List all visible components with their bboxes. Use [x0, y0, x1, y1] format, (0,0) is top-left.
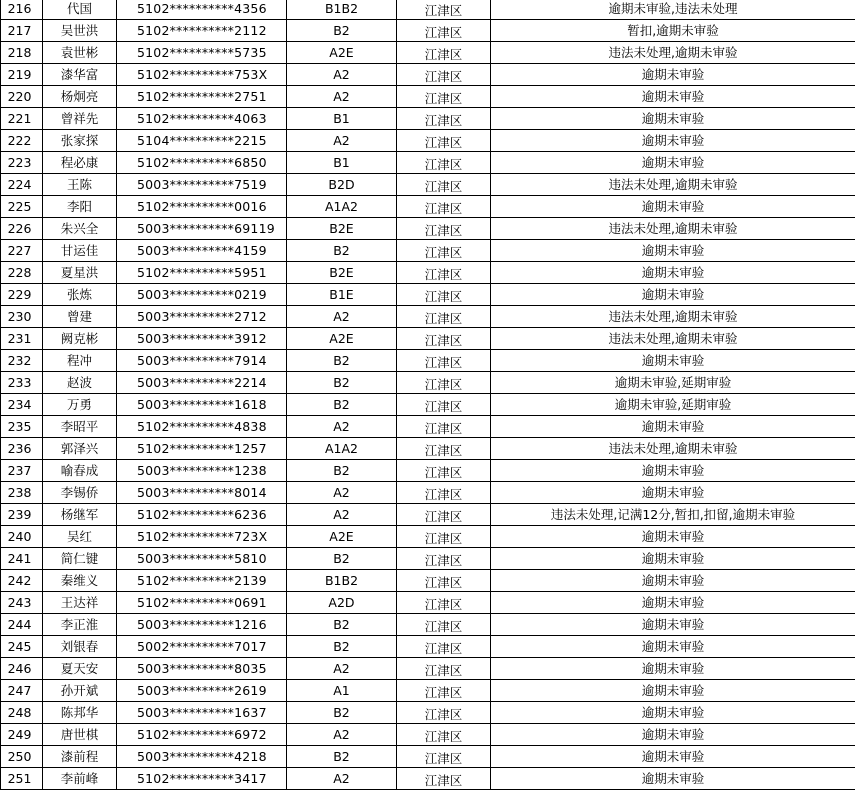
row-number-cell: 216 — [1, 0, 43, 20]
id-number-cell: 5102**********3417 — [117, 768, 287, 790]
id-number-cell: 5102**********753X — [117, 64, 287, 86]
row-number-cell: 228 — [1, 262, 43, 284]
license-class-cell: A2E — [287, 526, 397, 548]
license-status-cell: 逾期未审验 — [491, 130, 855, 152]
driver-name-cell: 漆华富 — [43, 64, 117, 86]
license-status-cell: 逾期未审验 — [491, 196, 855, 218]
driver-name-cell: 甘运佳 — [43, 240, 117, 262]
driver-name-cell: 朱兴全 — [43, 218, 117, 240]
district-cell: 江津区 — [397, 548, 491, 570]
district-cell: 江津区 — [397, 702, 491, 724]
driver-name-cell: 李前峰 — [43, 768, 117, 790]
license-class-cell: B2 — [287, 460, 397, 482]
license-class-cell: A1 — [287, 680, 397, 702]
row-number-cell: 222 — [1, 130, 43, 152]
id-number-cell: 5003**********1216 — [117, 614, 287, 636]
license-status-cell: 违法未处理,逾期未审验 — [491, 218, 855, 240]
license-class-cell: B2 — [287, 702, 397, 724]
row-number-cell: 224 — [1, 174, 43, 196]
id-number-cell: 5102**********2139 — [117, 570, 287, 592]
id-number-cell: 5102**********6850 — [117, 152, 287, 174]
driver-name-cell: 唐世棋 — [43, 724, 117, 746]
license-class-cell: A2 — [287, 724, 397, 746]
license-class-cell: B2 — [287, 20, 397, 42]
row-number-cell: 232 — [1, 350, 43, 372]
license-class-cell: B2 — [287, 394, 397, 416]
row-number-cell: 234 — [1, 394, 43, 416]
row-number-cell: 240 — [1, 526, 43, 548]
id-number-cell: 5003**********7914 — [117, 350, 287, 372]
driver-name-cell: 李昭平 — [43, 416, 117, 438]
license-status-cell: 逾期未审验 — [491, 658, 855, 680]
table-row — [1, 526, 855, 548]
district-cell: 江津区 — [397, 306, 491, 328]
driver-name-cell: 喻春成 — [43, 460, 117, 482]
table-row — [1, 350, 855, 372]
id-number-cell: 5003**********7519 — [117, 174, 287, 196]
row-number-cell: 237 — [1, 460, 43, 482]
driver-name-cell: 夏星洪 — [43, 262, 117, 284]
license-status-cell: 逾期未审验 — [491, 548, 855, 570]
license-class-cell: A2 — [287, 130, 397, 152]
license-class-cell: B2D — [287, 174, 397, 196]
row-number-cell: 220 — [1, 86, 43, 108]
driver-name-cell: 杨继军 — [43, 504, 117, 526]
row-number-cell: 219 — [1, 64, 43, 86]
district-cell: 江津区 — [397, 152, 491, 174]
district-cell: 江津区 — [397, 196, 491, 218]
table-row — [1, 636, 855, 658]
license-status-cell: 违法未处理,逾期未审验 — [491, 328, 855, 350]
license-class-cell: B2 — [287, 372, 397, 394]
license-status-cell: 逾期未审验 — [491, 526, 855, 548]
row-number-cell: 241 — [1, 548, 43, 570]
table-row — [1, 130, 855, 152]
row-number-cell: 230 — [1, 306, 43, 328]
table-row — [1, 438, 855, 460]
license-status-cell: 逾期未审验 — [491, 284, 855, 306]
license-status-cell: 逾期未审验 — [491, 746, 855, 768]
license-status-cell: 逾期未审验 — [491, 108, 855, 130]
table-row — [1, 218, 855, 240]
district-cell: 江津区 — [397, 394, 491, 416]
id-number-cell: 5003**********8035 — [117, 658, 287, 680]
table-row — [1, 108, 855, 130]
district-cell: 江津区 — [397, 372, 491, 394]
table-row — [1, 614, 855, 636]
license-status-cell: 逾期未审验 — [491, 416, 855, 438]
id-number-cell: 5102**********723X — [117, 526, 287, 548]
table-row — [1, 284, 855, 306]
license-class-cell: B1B2 — [287, 570, 397, 592]
driver-name-cell: 张家探 — [43, 130, 117, 152]
row-number-cell: 245 — [1, 636, 43, 658]
driver-name-cell: 万勇 — [43, 394, 117, 416]
driver-name-cell: 王达祥 — [43, 592, 117, 614]
driver-name-cell: 吴红 — [43, 526, 117, 548]
district-cell: 江津区 — [397, 592, 491, 614]
driver-name-cell: 陈邦华 — [43, 702, 117, 724]
district-cell: 江津区 — [397, 680, 491, 702]
license-class-cell: B1E — [287, 284, 397, 306]
district-cell: 江津区 — [397, 460, 491, 482]
license-class-cell: A1A2 — [287, 196, 397, 218]
driver-name-cell: 刘银春 — [43, 636, 117, 658]
row-number-cell: 249 — [1, 724, 43, 746]
license-status-cell: 逾期未审验 — [491, 64, 855, 86]
license-class-cell: B2 — [287, 636, 397, 658]
table-row — [1, 64, 855, 86]
id-number-cell: 5003**********5810 — [117, 548, 287, 570]
driver-name-cell: 王陈 — [43, 174, 117, 196]
district-cell: 江津区 — [397, 0, 491, 20]
license-class-cell: A2E — [287, 328, 397, 350]
row-number-cell: 248 — [1, 702, 43, 724]
id-number-cell: 5102**********4838 — [117, 416, 287, 438]
table-row — [1, 152, 855, 174]
district-cell: 江津区 — [397, 724, 491, 746]
id-number-cell: 5102**********0691 — [117, 592, 287, 614]
driver-name-cell: 程冲 — [43, 350, 117, 372]
table-row — [1, 262, 855, 284]
id-number-cell: 5104**********2215 — [117, 130, 287, 152]
row-number-cell: 229 — [1, 284, 43, 306]
table-row — [1, 504, 855, 526]
driver-name-cell: 吴世洪 — [43, 20, 117, 42]
table-row — [1, 416, 855, 438]
district-cell: 江津区 — [397, 42, 491, 64]
row-number-cell: 238 — [1, 482, 43, 504]
license-class-cell: A2 — [287, 482, 397, 504]
id-number-cell: 5102**********1257 — [117, 438, 287, 460]
table-row — [1, 0, 855, 20]
row-number-cell: 221 — [1, 108, 43, 130]
district-cell: 江津区 — [397, 284, 491, 306]
driver-name-cell: 程必康 — [43, 152, 117, 174]
driver-name-cell: 李正淮 — [43, 614, 117, 636]
table-row — [1, 394, 855, 416]
license-status-cell: 逾期未审验 — [491, 460, 855, 482]
driver-name-cell: 简仁键 — [43, 548, 117, 570]
table-row — [1, 680, 855, 702]
license-class-cell: B2 — [287, 614, 397, 636]
license-class-cell: B1B2 — [287, 0, 397, 20]
license-class-cell: B2 — [287, 350, 397, 372]
district-cell: 江津区 — [397, 20, 491, 42]
id-number-cell: 5102**********5735 — [117, 42, 287, 64]
driver-name-cell: 代国 — [43, 0, 117, 20]
table-row — [1, 42, 855, 64]
license-class-cell: A2 — [287, 658, 397, 680]
table-row — [1, 746, 855, 768]
id-number-cell: 5003**********1637 — [117, 702, 287, 724]
district-cell: 江津区 — [397, 174, 491, 196]
id-number-cell: 5003**********2214 — [117, 372, 287, 394]
district-cell: 江津区 — [397, 636, 491, 658]
license-class-cell: A2 — [287, 86, 397, 108]
district-cell: 江津区 — [397, 658, 491, 680]
table-row — [1, 20, 855, 42]
license-class-cell: B2 — [287, 548, 397, 570]
id-number-cell: 5003**********2619 — [117, 680, 287, 702]
row-number-cell: 227 — [1, 240, 43, 262]
license-status-cell: 暂扣,逾期未审验 — [491, 20, 855, 42]
table-row — [1, 306, 855, 328]
license-class-cell: A2D — [287, 592, 397, 614]
id-number-cell: 5003**********3912 — [117, 328, 287, 350]
row-number-cell: 235 — [1, 416, 43, 438]
row-number-cell: 251 — [1, 768, 43, 790]
id-number-cell: 5102**********0016 — [117, 196, 287, 218]
id-number-cell: 5003**********4218 — [117, 746, 287, 768]
table-row — [1, 460, 855, 482]
row-number-cell: 242 — [1, 570, 43, 592]
id-number-cell: 5102**********4063 — [117, 108, 287, 130]
driver-name-cell: 夏天安 — [43, 658, 117, 680]
id-number-cell: 5102**********6236 — [117, 504, 287, 526]
district-cell: 江津区 — [397, 614, 491, 636]
license-status-cell: 逾期未审验 — [491, 592, 855, 614]
table-row — [1, 702, 855, 724]
license-status-cell: 逾期未审验 — [491, 240, 855, 262]
license-class-cell: A2 — [287, 306, 397, 328]
table-row — [1, 592, 855, 614]
id-number-cell: 5003**********69119 — [117, 218, 287, 240]
license-status-cell: 逾期未审验,延期审验 — [491, 394, 855, 416]
license-status-cell: 违法未处理,记满12分,暂扣,扣留,逾期未审验 — [491, 504, 855, 526]
driver-name-cell: 曾建 — [43, 306, 117, 328]
table-row — [1, 548, 855, 570]
district-cell: 江津区 — [397, 64, 491, 86]
license-status-cell: 逾期未审验 — [491, 614, 855, 636]
license-class-cell: B2E — [287, 262, 397, 284]
driver-name-cell: 张炼 — [43, 284, 117, 306]
table-row — [1, 328, 855, 350]
row-number-cell: 223 — [1, 152, 43, 174]
license-status-cell: 逾期未审验 — [491, 702, 855, 724]
district-cell: 江津区 — [397, 570, 491, 592]
table-row — [1, 240, 855, 262]
license-status-cell: 违法未处理,逾期未审验 — [491, 438, 855, 460]
district-cell: 江津区 — [397, 746, 491, 768]
row-number-cell: 233 — [1, 372, 43, 394]
district-cell: 江津区 — [397, 218, 491, 240]
row-number-cell: 231 — [1, 328, 43, 350]
license-status-cell: 逾期未审验 — [491, 768, 855, 790]
row-number-cell: 226 — [1, 218, 43, 240]
license-status-cell: 逾期未审验 — [491, 262, 855, 284]
row-number-cell: 247 — [1, 680, 43, 702]
license-status-cell: 违法未处理,逾期未审验 — [491, 42, 855, 64]
license-status-cell: 逾期未审验,延期审验 — [491, 372, 855, 394]
driver-name-cell: 阙克彬 — [43, 328, 117, 350]
row-number-cell: 218 — [1, 42, 43, 64]
row-number-cell: 244 — [1, 614, 43, 636]
driver-name-cell: 漆前程 — [43, 746, 117, 768]
license-class-cell: A2 — [287, 768, 397, 790]
district-cell: 江津区 — [397, 328, 491, 350]
table-row — [1, 570, 855, 592]
table-row — [1, 196, 855, 218]
id-number-cell: 5102**********5951 — [117, 262, 287, 284]
id-number-cell: 5002**********7017 — [117, 636, 287, 658]
district-cell: 江津区 — [397, 262, 491, 284]
license-class-cell: A1A2 — [287, 438, 397, 460]
license-status-cell: 逾期未审验 — [491, 570, 855, 592]
id-number-cell: 5102**********2751 — [117, 86, 287, 108]
row-number-cell: 236 — [1, 438, 43, 460]
district-cell: 江津区 — [397, 482, 491, 504]
district-cell: 江津区 — [397, 108, 491, 130]
license-status-cell: 逾期未审验 — [491, 724, 855, 746]
license-class-cell: B2 — [287, 746, 397, 768]
district-cell: 江津区 — [397, 504, 491, 526]
license-class-cell: A2 — [287, 416, 397, 438]
driver-name-cell: 杨炯亮 — [43, 86, 117, 108]
driver-name-cell: 郭泽兴 — [43, 438, 117, 460]
district-cell: 江津区 — [397, 350, 491, 372]
district-cell: 江津区 — [397, 438, 491, 460]
license-class-cell: A2 — [287, 64, 397, 86]
license-status-cell: 逾期未审验 — [491, 152, 855, 174]
license-status-cell: 违法未处理,逾期未审验 — [491, 306, 855, 328]
row-number-cell: 217 — [1, 20, 43, 42]
table-body — [1, 0, 855, 790]
license-status-cell: 违法未处理,逾期未审验 — [491, 174, 855, 196]
driver-name-cell: 李阳 — [43, 196, 117, 218]
table-row — [1, 658, 855, 680]
id-number-cell: 5003**********1238 — [117, 460, 287, 482]
license-class-cell: B2E — [287, 218, 397, 240]
driver-name-cell: 李锡侨 — [43, 482, 117, 504]
id-number-cell: 5003**********2712 — [117, 306, 287, 328]
license-class-cell: B1 — [287, 108, 397, 130]
table-row — [1, 372, 855, 394]
row-number-cell: 250 — [1, 746, 43, 768]
table-row — [1, 482, 855, 504]
id-number-cell: 5003**********0219 — [117, 284, 287, 306]
license-status-cell: 逾期未审验 — [491, 482, 855, 504]
row-number-cell: 225 — [1, 196, 43, 218]
district-cell: 江津区 — [397, 416, 491, 438]
license-status-cell: 逾期未审验 — [491, 636, 855, 658]
license-status-cell: 逾期未审验,违法未处理 — [491, 0, 855, 20]
driver-name-cell: 秦维义 — [43, 570, 117, 592]
id-number-cell: 5102**********4356 — [117, 0, 287, 20]
license-class-cell: A2 — [287, 504, 397, 526]
district-cell: 江津区 — [397, 86, 491, 108]
id-number-cell: 5003**********1618 — [117, 394, 287, 416]
id-number-cell: 5102**********6972 — [117, 724, 287, 746]
table-row — [1, 174, 855, 196]
district-cell: 江津区 — [397, 130, 491, 152]
license-status-cell: 逾期未审验 — [491, 86, 855, 108]
driver-name-cell: 赵波 — [43, 372, 117, 394]
table-row — [1, 724, 855, 746]
row-number-cell: 239 — [1, 504, 43, 526]
table-row — [1, 86, 855, 108]
license-class-cell: B2 — [287, 240, 397, 262]
license-status-cell: 逾期未审验 — [491, 350, 855, 372]
id-number-cell: 5003**********8014 — [117, 482, 287, 504]
driver-name-cell: 曾祥先 — [43, 108, 117, 130]
district-cell: 江津区 — [397, 768, 491, 790]
license-class-cell: A2E — [287, 42, 397, 64]
id-number-cell: 5102**********2112 — [117, 20, 287, 42]
district-cell: 江津区 — [397, 526, 491, 548]
license-status-cell: 逾期未审验 — [491, 680, 855, 702]
id-number-cell: 5003**********4159 — [117, 240, 287, 262]
row-number-cell: 243 — [1, 592, 43, 614]
district-cell: 江津区 — [397, 240, 491, 262]
driver-name-cell: 孙开斌 — [43, 680, 117, 702]
row-number-cell: 246 — [1, 658, 43, 680]
table-row — [1, 768, 855, 790]
driver-name-cell: 袁世彬 — [43, 42, 117, 64]
license-class-cell: B1 — [287, 152, 397, 174]
